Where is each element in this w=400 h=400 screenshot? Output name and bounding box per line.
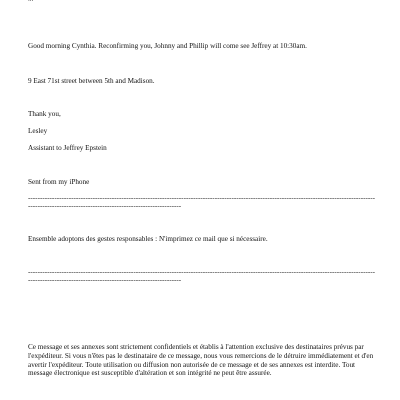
sender-title: Assistant to Jeffrey Epstein (28, 144, 107, 152)
address-line: 9 East 71st street between 5th and Madison. (28, 77, 155, 85)
sender-name: Lesley (28, 127, 48, 135)
separator-line-2: ----------------------------------------------------------------------------------------------------------------------------------------------------------------------------------------------------------------- (28, 268, 376, 284)
signature-device: Sent from my iPhone (28, 178, 90, 186)
eco-note: Ensemble adoptons des gestes responsables : N'imprimez ce mail que si nécessaire. (28, 235, 268, 243)
confidentiality-disclaimer: Ce message et ses annexes sont strictement confidentiels et établis à l'attention exclusive des destinataires prévus par l'expéditeur. Si vous n'êtes pas le destinataire de ce message, nous vous remercions de le détruire immédiatement et d'en avertir l'expéditeur. Toute utilisation ou diffusion non autorisée de ce message et de ses annexes est interdite. Tout message électronique est susceptible d'altération et son intégrité ne peut être assurée. (28, 343, 374, 378)
greeting-line: Good morning Cynthia. Reconfirming you, Johnny and Phillip will come see Jeffrey at 10:30am. (28, 42, 307, 50)
closing-line: Thank you, (28, 110, 61, 118)
separator-line-1: ----------------------------------------------------------------------------------------------------------------------------------------------------------------------------------------------------------------- (28, 194, 376, 210)
partial-top-line (28, 0, 33, 4)
